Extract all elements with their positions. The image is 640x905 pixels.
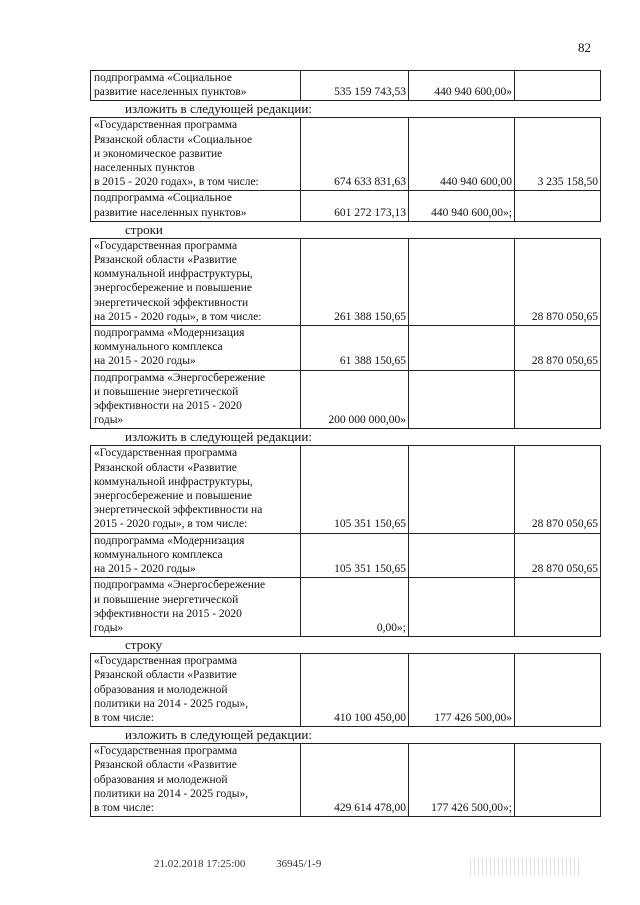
table-row <box>91 238 601 325</box>
budget-table <box>90 70 601 101</box>
table-row <box>91 446 601 533</box>
amount-federal-cell <box>409 446 515 533</box>
table-row <box>91 744 601 817</box>
amount-total-cell: 601 272 173,13 <box>301 191 409 221</box>
amount-federal-cell <box>409 326 515 371</box>
amount-total-cell: 674 633 831,63 <box>301 118 409 191</box>
amount-total-cell: 410 100 450,00 <box>301 654 409 727</box>
table-row <box>91 326 601 371</box>
instruction-line: изложить в следующей редакции: <box>125 429 312 445</box>
footer-doc-id: 36945/1-9 <box>276 858 322 870</box>
amount-federal-cell: 177 426 500,00» <box>409 654 515 727</box>
budget-table <box>90 653 601 727</box>
scan-noise <box>470 858 580 876</box>
amount-federal-cell: 440 940 600,00» <box>409 71 515 101</box>
footer <box>154 858 349 870</box>
program-name-cell: «Государственная программа Рязанской области «Социальное и экономическое развитие населенных пунктов в 2015 - 2020 годах», в том числе: <box>91 118 301 191</box>
amount-total-cell: 429 614 478,00 <box>301 744 409 817</box>
amount-other-cell <box>515 744 601 817</box>
program-name-cell: подпрограмма «Модернизация коммунального комплекса на 2015 - 2020 годы» <box>91 326 301 371</box>
program-name-cell: подпрограмма «Модернизация коммунального комплекса на 2015 - 2020 годы» <box>91 533 301 578</box>
table-row <box>91 118 601 191</box>
program-name-cell: «Государственная программа Рязанской области «Развитие коммунальной инфраструктуры, энергосбережение и повышение энергетической эффективности на 2015 - 2020 годы», в том числе: <box>91 446 301 533</box>
amount-other-cell <box>515 578 601 637</box>
amount-federal-cell <box>409 533 515 578</box>
table-row <box>91 578 601 637</box>
budget-table <box>90 743 601 817</box>
instruction-line: изложить в следующей редакции: <box>125 727 312 743</box>
table-row <box>91 533 601 578</box>
amount-other-cell: 28 870 050,65 <box>515 326 601 371</box>
amount-other-cell: 3 235 158,50 <box>515 118 601 191</box>
budget-table <box>90 445 601 637</box>
program-name-cell: «Государственная программа Рязанской области «Развитие образования и молодежной политики на 2014 - 2025 годы», в том числе: <box>91 654 301 727</box>
program-name-cell: подпрограмма «Энергосбережение и повышение энергетической эффективности на 2015 - 2020 годы» <box>91 578 301 637</box>
program-name-cell: подпрограмма «Социальное развитие населенных пунктов» <box>91 191 301 221</box>
amount-total-cell: 200 000 000,00» <box>301 370 409 429</box>
amount-total-cell: 61 388 150,65 <box>301 326 409 371</box>
amount-federal-cell <box>409 238 515 325</box>
program-name-cell: подпрограмма «Социальное развитие населенных пунктов» <box>91 71 301 101</box>
instruction-line: изложить в следующей редакции: <box>125 101 312 117</box>
amount-federal-cell <box>409 578 515 637</box>
amount-total-cell: 0,00»; <box>301 578 409 637</box>
budget-table <box>90 238 601 430</box>
table-row <box>91 654 601 727</box>
instruction-line: строки <box>125 221 163 237</box>
amount-federal-cell: 440 940 600,00 <box>409 118 515 191</box>
table-row <box>91 191 601 221</box>
amount-total-cell: 261 388 150,65 <box>301 238 409 325</box>
amount-total-cell: 105 351 150,65 <box>301 533 409 578</box>
amount-federal-cell: 440 940 600,00»; <box>409 191 515 221</box>
amount-other-cell <box>515 191 601 221</box>
program-name-cell: «Государственная программа Рязанской области «Развитие образования и молодежной политики на 2014 - 2025 годы», в том числе: <box>91 744 301 817</box>
amount-federal-cell <box>409 370 515 429</box>
amount-total-cell: 535 159 743,53 <box>301 71 409 101</box>
amount-other-cell: 28 870 050,65 <box>515 446 601 533</box>
amount-other-cell: 28 870 050,65 <box>515 238 601 325</box>
program-name-cell: «Государственная программа Рязанской области «Развитие коммунальной инфраструктуры, энергосбережение и повышение энергетической эффективности на 2015 - 2020 годы», в том числе: <box>91 238 301 325</box>
instruction-line: строку <box>125 637 163 653</box>
document-body <box>90 70 600 817</box>
amount-federal-cell: 177 426 500,00»; <box>409 744 515 817</box>
amount-other-cell <box>515 71 601 101</box>
table-row <box>91 370 601 429</box>
amount-other-cell <box>515 654 601 727</box>
budget-table <box>90 117 601 221</box>
amount-other-cell <box>515 370 601 429</box>
program-name-cell: подпрограмма «Энергосбережение и повышение энергетической эффективности на 2015 - 2020 годы» <box>91 370 301 429</box>
footer-timestamp: 21.02.2018 17:25:00 <box>154 858 246 870</box>
amount-total-cell: 105 351 150,65 <box>301 446 409 533</box>
page-number: 82 <box>578 40 591 55</box>
amount-other-cell: 28 870 050,65 <box>515 533 601 578</box>
table-row <box>91 71 601 101</box>
